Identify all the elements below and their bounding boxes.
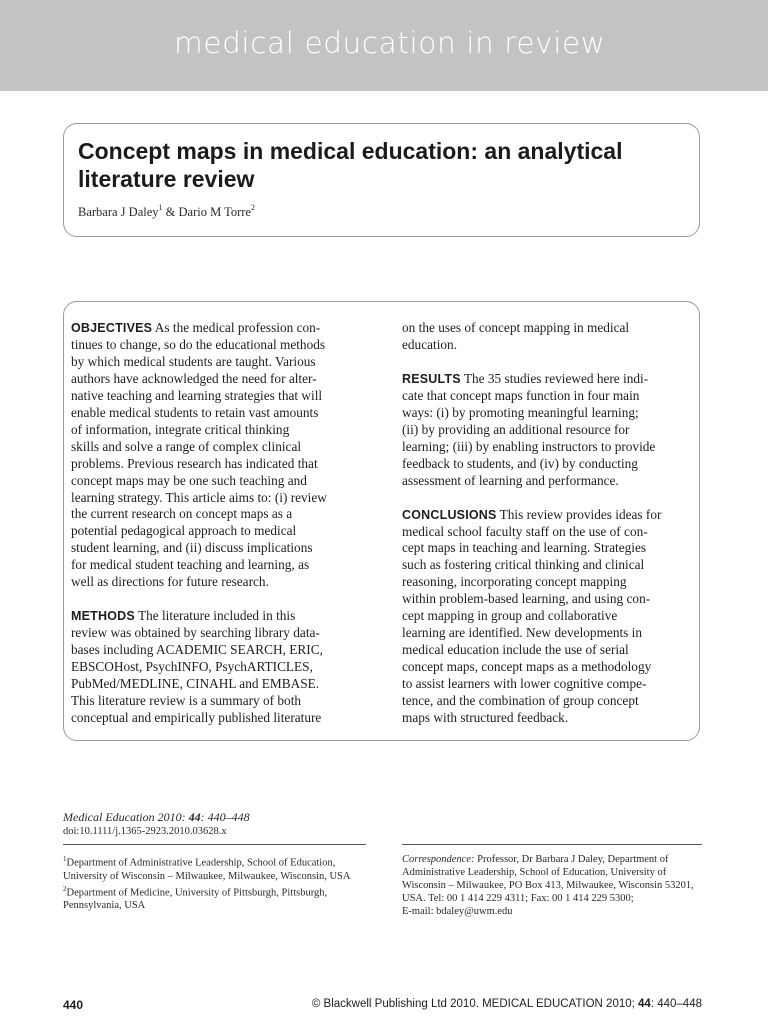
- affiliation-number: 1: [63, 855, 67, 863]
- abstract-line: OBJECTIVES As the medical profession con-: [71, 320, 321, 335]
- abstract-line: within problem-based learning, and using con-: [402, 591, 651, 607]
- affiliation-line: $^2$Department of Medicine, University of Pittsburgh, Pittsburgh,: [63, 884, 328, 898]
- correspondence-line: Wisconsin – Milwaukee, PO Box 413, Milwaukee, Wisconsin 53201,: [402, 880, 694, 891]
- section-title: medical education in review: [174, 26, 606, 60]
- article-title: Concept maps in medical education: an analytical literature review: [78, 138, 623, 192]
- abstract-heading: OBJECTIVES: [71, 321, 153, 335]
- abstract-line: such as fostering critical thinking and clinical: [402, 557, 645, 573]
- abstract-line: on the uses of concept mapping in medical: [402, 320, 630, 335]
- abstract-line: concept maps, concept maps as a methodology: [402, 659, 652, 675]
- abstract-line: skills and solve a range of complex clinical: [71, 438, 302, 454]
- correspondence-line: Correspondence: Professor, Dr Barbara J Daley, Department of: [402, 854, 669, 865]
- citation-pages: : 440–448: [200, 810, 250, 824]
- abstract-line: of information, integrate critical thinking: [71, 421, 290, 437]
- abstract-section: [402, 320, 696, 354]
- abstract-line: bases including ACADEMIC SEARCH, ERIC,: [71, 642, 323, 658]
- abstract-heading: CONCLUSIONS: [402, 507, 497, 522]
- abstract-right-column: [402, 320, 696, 744]
- abstract-line: cept mapping in group and collaborative: [402, 608, 618, 624]
- author-name: Barbara J Daley: [78, 205, 159, 220]
- correspondence: [402, 853, 702, 918]
- affiliations: [63, 853, 383, 912]
- abstract-line: for medical student teaching and learning, as: [71, 557, 310, 573]
- correspondence-label: Correspondence:: [402, 854, 475, 865]
- abstract-line: learning strategy. This article aims to: (i) review: [71, 489, 327, 505]
- abstract-line: concept maps may be one such teaching and: [71, 472, 307, 488]
- abstract-line: learning are identified. New developments in: [402, 625, 642, 641]
- journal-citation: [63, 810, 250, 825]
- footer-copyright: © Blackwell Publishing Ltd 2010. MEDICAL EDUCATION 2010; 44: 440–448: [311, 998, 702, 1010]
- abstract-line: ways: (i) by promoting meaningful learning;: [402, 404, 639, 420]
- abstract-heading: METHODS: [71, 609, 135, 624]
- affiliation-line: University of Wisconsin – Milwaukee, Milwaukee, Wisconsin, USA: [63, 870, 351, 882]
- abstract-line: METHODS The literature included in this: [71, 608, 296, 624]
- abstract-line: student learning, and (ii) discuss implications: [71, 540, 313, 556]
- abstract-line: native teaching and learning strategies that will: [71, 387, 323, 403]
- page-number: 440: [63, 998, 84, 1012]
- journal-section-banner: [0, 0, 768, 91]
- abstract-line: education.: [402, 336, 458, 352]
- abstract-line: authors have acknowledged the need for alter-: [71, 370, 317, 386]
- abstract-line: PubMed/MEDLINE, CINAHL and EMBASE.: [71, 676, 320, 692]
- author-separator: &: [162, 205, 179, 220]
- abstract-line: tence, and the combination of group concept: [402, 693, 639, 709]
- abstract-line: learning; (iii) by enabling instructors to provide: [402, 438, 656, 454]
- abstract-section: [402, 371, 696, 490]
- abstract-line: (ii) by providing an additional resource for: [402, 421, 630, 437]
- abstract-line: RESULTS The 35 studies reviewed here indi-: [402, 370, 649, 386]
- abstract-line: problems. Previous research has indicated that: [71, 455, 318, 471]
- abstract-line: tinues to change, so do the educational methods: [71, 336, 326, 352]
- abstract-line: cate that concept maps function in four main: [402, 387, 640, 403]
- correspondence-line: USA. Tel: 00 1 414 229 4311; Fax: 00 1 414 229 5300;: [402, 893, 634, 904]
- abstract-line: well as directions for future research.: [71, 574, 269, 590]
- abstract-line: EBSCOHost, PsychINFO, PsychARTICLES,: [71, 659, 313, 675]
- abstract-line: cept maps in teaching and learning. Strategies: [402, 540, 647, 556]
- affiliation-number: 2: [63, 884, 67, 893]
- abstract-section: [71, 320, 371, 591]
- correspondence-email: E-mail: bdaley@uwm.edu: [402, 906, 513, 917]
- abstract-line: reasoning, incorporating concept mapping: [402, 574, 627, 590]
- affiliation-line: Pennsylvania, USA: [63, 900, 146, 911]
- abstract-line: medical education include the use of serial: [402, 642, 629, 658]
- author-affiliation-mark: 1: [158, 203, 163, 212]
- divider-left: [63, 844, 366, 845]
- abstract-line: maps with structured feedback.: [402, 710, 569, 726]
- abstract-line: medical school faculty staff on the use of con-: [402, 523, 648, 539]
- abstract-line: conceptual and empirically published literature: [71, 709, 322, 725]
- abstract-line: potential pedagogical approach to medical: [71, 523, 297, 539]
- abstract-line: to assist learners with lower cognitive compe-: [402, 676, 647, 692]
- abstract-section: [71, 608, 371, 727]
- affiliation-line: $^1$Department of Administrative Leadership, School of Education,: [63, 855, 336, 869]
- abstract-heading: RESULTS: [402, 371, 461, 386]
- abstract-line: This literature review is a summary of both: [71, 693, 302, 709]
- abstract-line: review was obtained by searching library data-: [71, 625, 320, 641]
- correspondence-line: Administrative Leadership, School of Education, University of: [402, 867, 667, 878]
- doi: doi:10.1111/j.1365-2923.2010.03628.x: [63, 826, 227, 837]
- abstract-section: [402, 507, 696, 727]
- citation-year: 2010:: [157, 810, 186, 824]
- author-name: Dario M Torre: [178, 205, 252, 220]
- abstract-line: by which medical students are taught. Various: [71, 353, 316, 369]
- abstract-line: feedback to students, and (iv) by conducting: [402, 455, 638, 471]
- abstract-line: the current research on concept maps as a: [71, 506, 293, 522]
- abstract-line: CONCLUSIONS This review provides ideas for: [402, 506, 662, 522]
- author-affiliation-mark: 2: [251, 203, 256, 212]
- abstract-line: enable medical students to retain vast amounts: [71, 404, 319, 420]
- abstract-left-column: [71, 320, 371, 744]
- abstract-line: assessment of learning and performance.: [402, 472, 619, 488]
- author-list: [78, 204, 255, 220]
- divider-right: [402, 844, 702, 845]
- citation-volume: 44: [188, 810, 201, 824]
- citation-journal: Medical Education: [63, 810, 155, 824]
